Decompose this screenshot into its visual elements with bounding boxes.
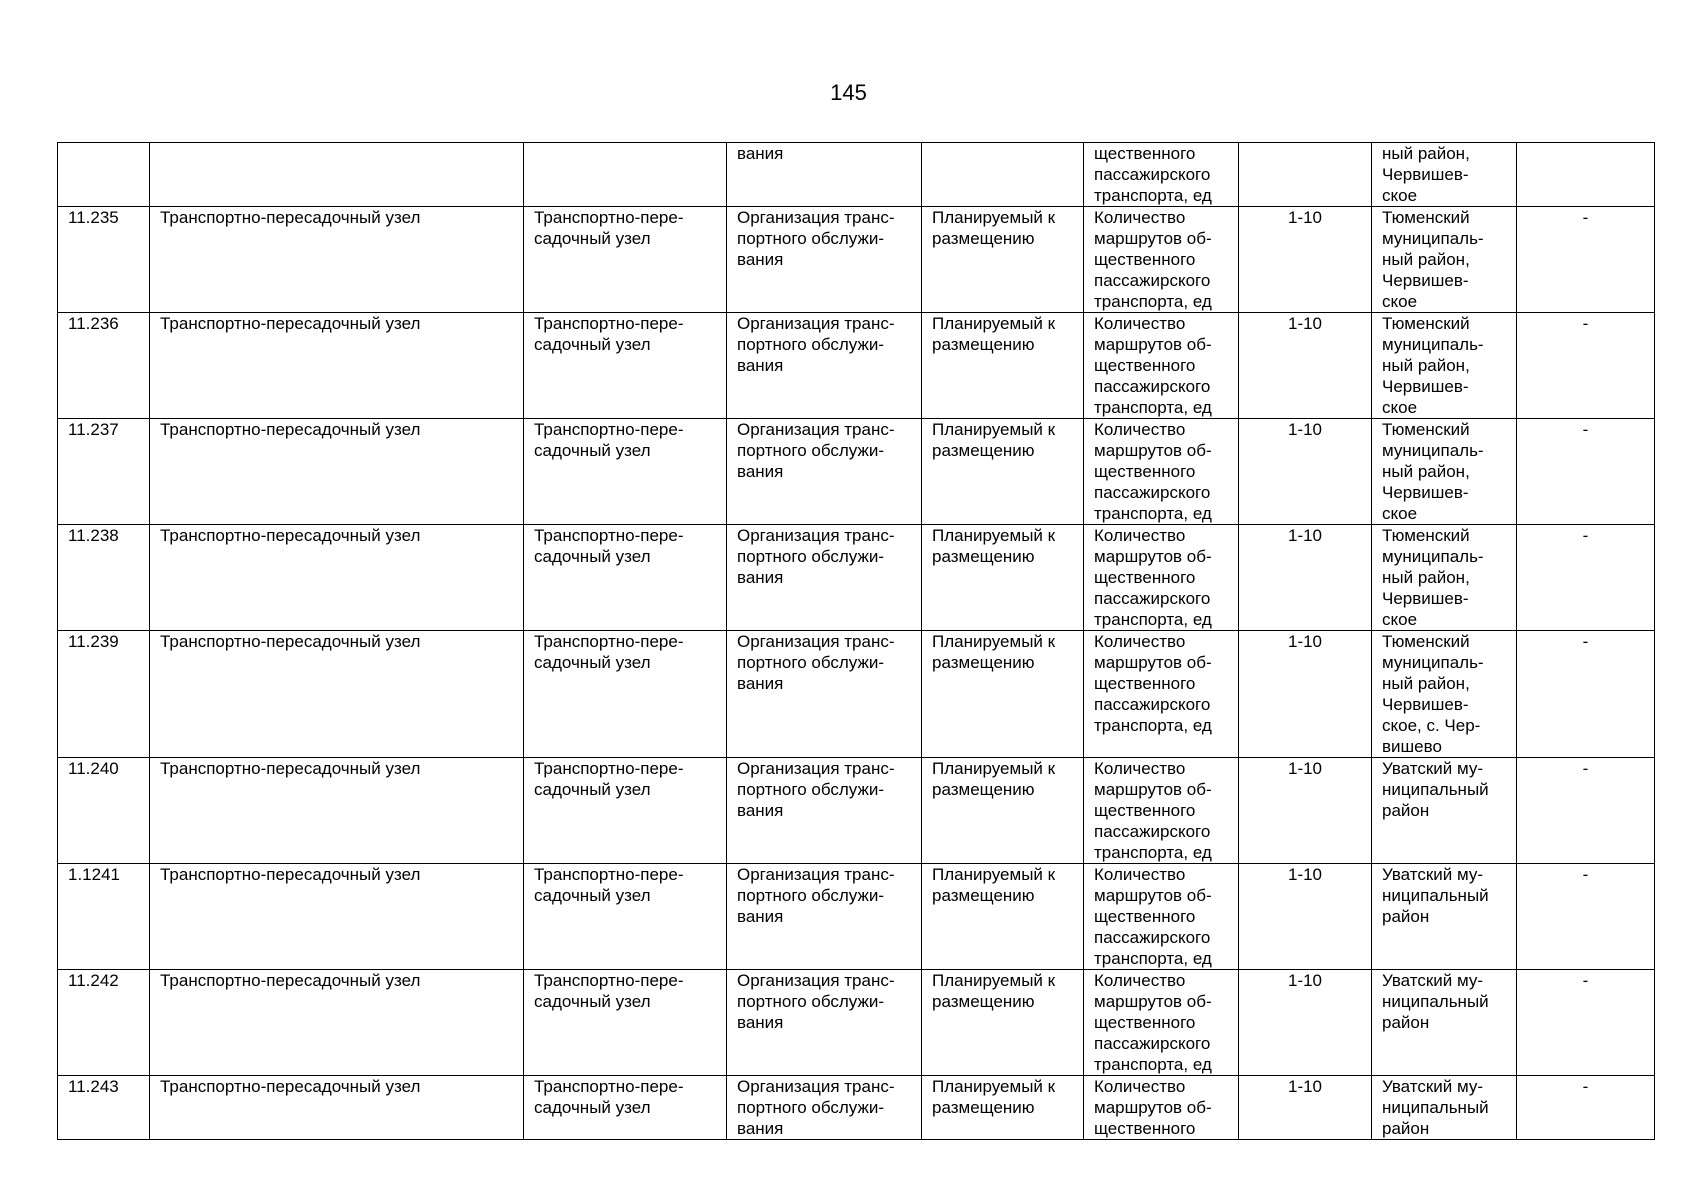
cell-zone: -: [1517, 864, 1655, 970]
cell-number: 11.236: [58, 313, 150, 419]
cell-status: Планируемый к размещению: [922, 207, 1084, 313]
cell-purpose: Организация транс- портного обслужи- вания: [727, 419, 922, 525]
cell-location: Тюменский муниципаль- ный район, Червишев- ское: [1372, 525, 1517, 631]
cell-number: 11.242: [58, 970, 150, 1076]
table-row: [58, 970, 1655, 1076]
cell-purpose: Организация транс- портного обслужи- вания: [727, 313, 922, 419]
cell-number: 11.239: [58, 631, 150, 758]
cell-status: Планируемый к размещению: [922, 1076, 1084, 1140]
cell-zone: -: [1517, 631, 1655, 758]
cell-value: 1-10: [1239, 313, 1372, 419]
cell-location: Тюменский муниципаль- ный район, Червишев- ское: [1372, 313, 1517, 419]
table-row: [58, 207, 1655, 313]
cell-value: 1-10: [1239, 419, 1372, 525]
cell-value: 1-10: [1239, 631, 1372, 758]
cell-name: Транспортно-пересадочный узел: [150, 207, 524, 313]
cell-indicator: щественного пассажирского транспорта, ед: [1084, 143, 1239, 207]
cell-value: 1-10: [1239, 758, 1372, 864]
table-row: [58, 864, 1655, 970]
cell-status: Планируемый к размещению: [922, 970, 1084, 1076]
cell-value: 1-10: [1239, 207, 1372, 313]
cell-kind: Транспортно-пере- садочный узел: [524, 525, 727, 631]
cell-name: Транспортно-пересадочный узел: [150, 970, 524, 1076]
cell-kind: [524, 143, 727, 207]
table-row: [58, 758, 1655, 864]
cell-indicator: Количество маршрутов об- щественного пассажирского транспорта, ед: [1084, 313, 1239, 419]
cell-number: 11.237: [58, 419, 150, 525]
cell-status: Планируемый к размещению: [922, 525, 1084, 631]
cell-indicator: Количество маршрутов об- щественного пассажирского транспорта, ед: [1084, 525, 1239, 631]
cell-location: Уватский му- ниципальный район: [1372, 864, 1517, 970]
cell-purpose: Организация транс- портного обслужи- вания: [727, 864, 922, 970]
cell-purpose: вания: [727, 143, 922, 207]
cell-purpose: Организация транс- портного обслужи- вания: [727, 758, 922, 864]
cell-zone: -: [1517, 419, 1655, 525]
cell-name: Транспортно-пересадочный узел: [150, 864, 524, 970]
cell-indicator: Количество маршрутов об- щественного пассажирского транспорта, ед: [1084, 864, 1239, 970]
cell-indicator: Количество маршрутов об- щественного пассажирского транспорта, ед: [1084, 758, 1239, 864]
cell-kind: Транспортно-пере- садочный узел: [524, 1076, 727, 1140]
cell-location: Тюменский муниципаль- ный район, Червишев- ское: [1372, 419, 1517, 525]
cell-name: Транспортно-пересадочный узел: [150, 419, 524, 525]
cell-kind: Транспортно-пере- садочный узел: [524, 207, 727, 313]
cell-purpose: Организация транс- портного обслужи- вания: [727, 970, 922, 1076]
cell-status: Планируемый к размещению: [922, 313, 1084, 419]
cell-value: [1239, 143, 1372, 207]
cell-number: 11.240: [58, 758, 150, 864]
cell-name: Транспортно-пересадочный узел: [150, 758, 524, 864]
cell-zone: [1517, 143, 1655, 207]
page-number: 145: [830, 80, 867, 105]
table-row: [58, 419, 1655, 525]
cell-value: 1-10: [1239, 970, 1372, 1076]
cell-indicator: Количество маршрутов об- щественного пассажирского транспорта, ед: [1084, 419, 1239, 525]
cell-status: Планируемый к размещению: [922, 864, 1084, 970]
cell-location: Уватский му- ниципальный район: [1372, 758, 1517, 864]
table-row: [58, 525, 1655, 631]
cell-number: 11.235: [58, 207, 150, 313]
cell-indicator: Количество маршрутов об- щественного пассажирского транспорта, ед: [1084, 631, 1239, 758]
cell-location: Уватский му- ниципальный район: [1372, 970, 1517, 1076]
cell-location: ный район, Червишев- ское: [1372, 143, 1517, 207]
cell-name: Транспортно-пересадочный узел: [150, 313, 524, 419]
cell-kind: Транспортно-пере- садочный узел: [524, 864, 727, 970]
cell-status: Планируемый к размещению: [922, 758, 1084, 864]
table-row: [58, 631, 1655, 758]
cell-zone: -: [1517, 1076, 1655, 1140]
cell-kind: Транспортно-пере- садочный узел: [524, 631, 727, 758]
cell-value: 1-10: [1239, 525, 1372, 631]
cell-name: Транспортно-пересадочный узел: [150, 631, 524, 758]
cell-purpose: Организация транс- портного обслужи- вания: [727, 525, 922, 631]
cell-zone: -: [1517, 525, 1655, 631]
cell-value: 1-10: [1239, 864, 1372, 970]
cell-purpose: Организация транс- портного обслужи- вания: [727, 1076, 922, 1140]
cell-indicator: Количество маршрутов об- щественного пассажирского транспорта, ед: [1084, 207, 1239, 313]
cell-status: [922, 143, 1084, 207]
cell-purpose: Организация транс- портного обслужи- вания: [727, 207, 922, 313]
cell-indicator: Количество маршрутов об- щественного: [1084, 1076, 1239, 1140]
continuation-row: [58, 143, 1655, 207]
cell-status: Планируемый к размещению: [922, 631, 1084, 758]
cell-name: Транспортно-пересадочный узел: [150, 1076, 524, 1140]
cell-number: 1.1241: [58, 864, 150, 970]
cell-zone: -: [1517, 313, 1655, 419]
cell-zone: -: [1517, 970, 1655, 1076]
cell-name: [150, 143, 524, 207]
cell-number: [58, 143, 150, 207]
cell-kind: Транспортно-пере- садочный узел: [524, 758, 727, 864]
cell-location: Тюменский муниципаль- ный район, Червишев- ское: [1372, 207, 1517, 313]
cell-kind: Транспортно-пере- садочный узел: [524, 970, 727, 1076]
cell-location: Тюменский муниципаль- ный район, Червишев- ское, с. Чер- вишево: [1372, 631, 1517, 758]
table-row: [58, 313, 1655, 419]
cell-zone: -: [1517, 758, 1655, 864]
cell-zone: -: [1517, 207, 1655, 313]
cell-indicator: Количество маршрутов об- щественного пассажирского транспорта, ед: [1084, 970, 1239, 1076]
cell-number: 11.238: [58, 525, 150, 631]
cell-number: 11.243: [58, 1076, 150, 1140]
facilities-table: [57, 142, 1655, 1140]
cell-kind: Транспортно-пере- садочный узел: [524, 313, 727, 419]
cell-value: 1-10: [1239, 1076, 1372, 1140]
cell-purpose: Организация транс- портного обслужи- вания: [727, 631, 922, 758]
cell-name: Транспортно-пересадочный узел: [150, 525, 524, 631]
cell-location: Уватский му- ниципальный район: [1372, 1076, 1517, 1140]
cell-status: Планируемый к размещению: [922, 419, 1084, 525]
table-row: [58, 1076, 1655, 1140]
cell-kind: Транспортно-пере- садочный узел: [524, 419, 727, 525]
